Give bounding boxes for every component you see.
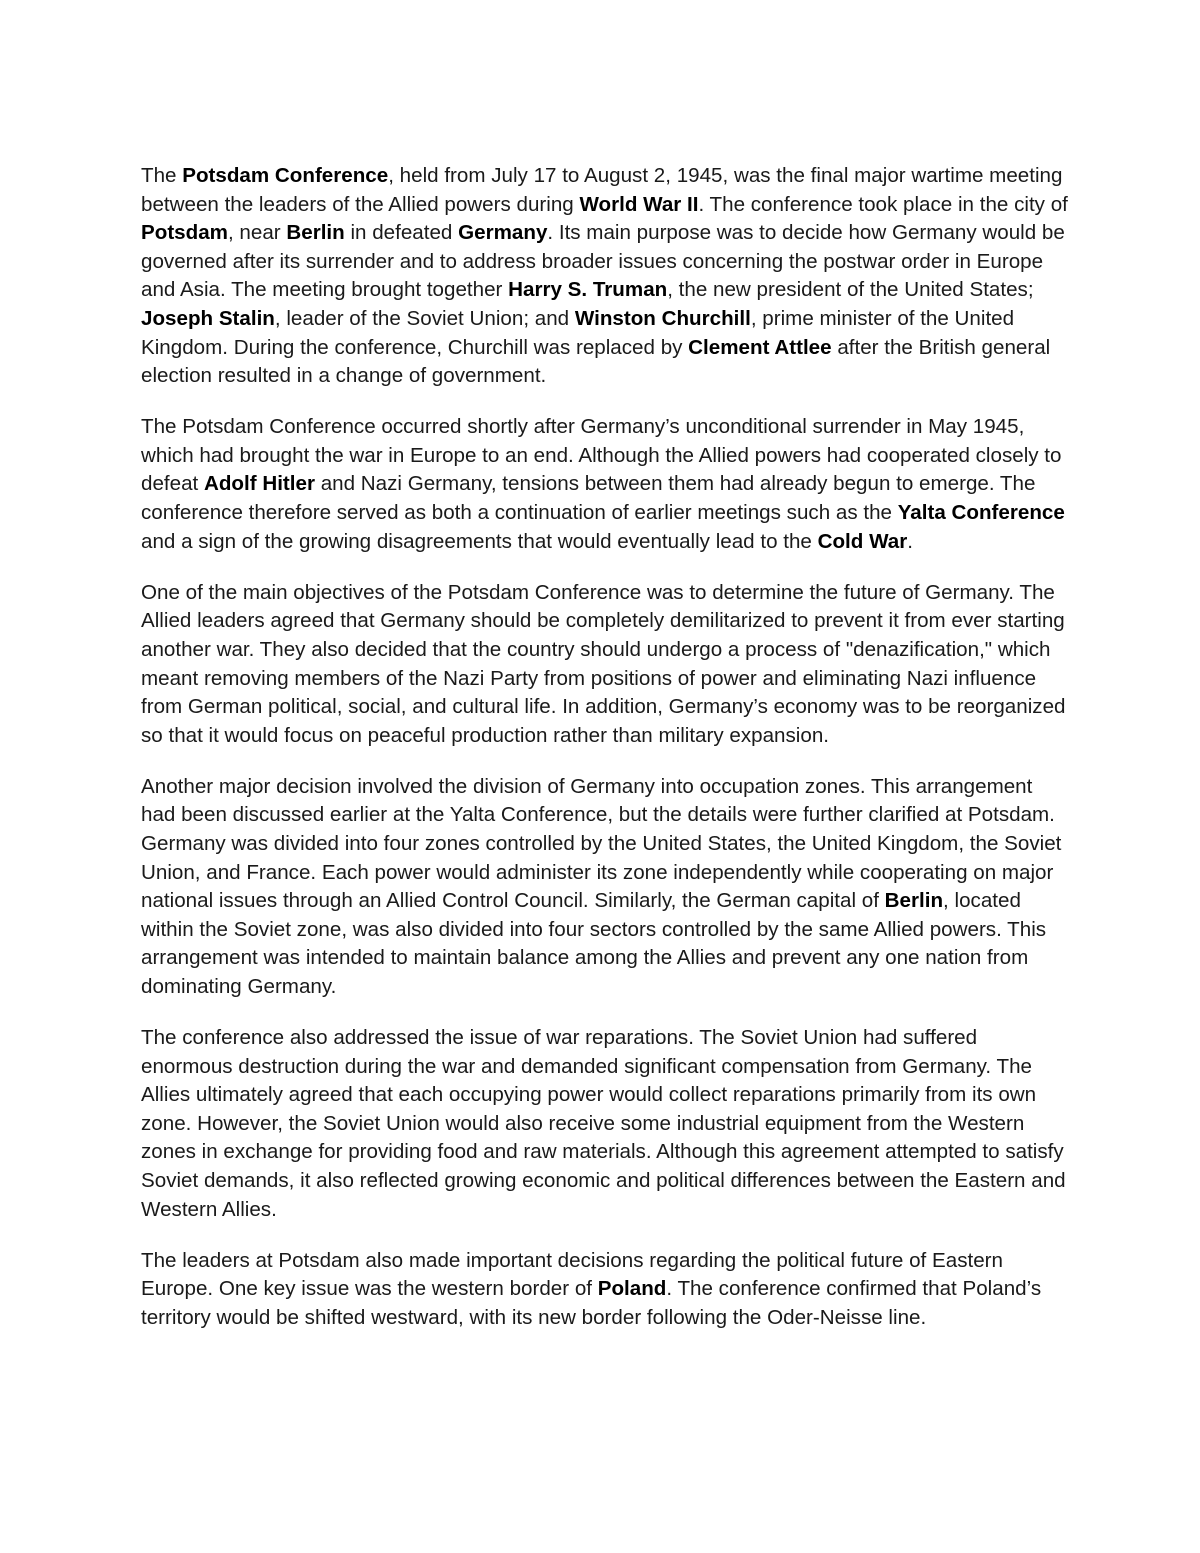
text-run: , prime minister of the United Kingdom. During the conference, Churchill was replaced by — [141, 306, 1015, 359]
text-run: . The conference took place in the city of — [698, 192, 1068, 216]
bold-term: Poland — [597, 1277, 667, 1301]
bold-term: Yalta Conference — [897, 501, 1065, 525]
bold-term: Cold War — [817, 529, 908, 553]
bold-term: Berlin — [884, 889, 944, 913]
text-run: , held from July 17 to August 2, 1945, was the final major wartime meeting between the leaders of the Allied powers during — [141, 164, 1063, 216]
text-run: , leader of the Soviet Union; and — [274, 306, 575, 330]
bold-term: Winston Churchill — [574, 306, 751, 330]
text-run: and Nazi Germany, tensions between them had already begun to emerge. The conference therefore served as both a continuation of earlier meetings such as the — [141, 472, 1036, 525]
paragraph-3 — [141, 579, 1071, 751]
text-run: Another major decision involved the division of Germany into occupation zones. This arrangement had been discussed earlier at the Yalta Conference, but the details were further clarified at Potsdam. Germany was divided into four zones controlled by the United States, the United Kingdom, the Soviet Union, and France. Each power would administer its zone independently while cooperating on major national issues through an Allied Control Council. Similarly, the German capital of — [141, 774, 1062, 913]
paragraph-2 — [141, 413, 1071, 556]
bold-term: World War II — [579, 192, 699, 216]
text-run: and a sign of the growing disagreements that would eventually lead to the — [141, 529, 818, 553]
bold-term: Berlin — [286, 221, 345, 245]
bold-term: Adolf Hitler — [203, 472, 315, 496]
bold-term: Potsdam — [141, 221, 228, 245]
text-run: The Potsdam Conference occurred shortly after Germany’s unconditional surrender in May 1945, which had brought the war in Europe to an end. Although the Allied powers had cooperated closely to defeat — [141, 415, 1062, 496]
paragraph-4 — [141, 773, 1071, 1002]
text-run: , the new president of the United States; — [667, 278, 1034, 302]
text-run: The conference also addressed the issue of war reparations. The Soviet Union had suffered enormous destruction during the war and demanded significant compensation from Germany. The Allies ultimately agreed that each occupying power would collect reparations primarily from its own zone. However, the Soviet Union would also receive some industrial equipment from the Western zones in exchange for providing food and raw materials. Although this agreement attempted to satisfy Soviet demands, it also reflected growing economic and political differences between the Eastern and Western Allies. — [141, 1026, 1066, 1221]
paragraph-5 — [141, 1024, 1071, 1224]
bold-term: Harry S. Truman — [508, 278, 668, 302]
text-run: , located within the Soviet zone, was also divided into four sectors controlled by the same Allied powers. This arrangement was intended to maintain balance among the Allies and prevent any one nation from dominating Germany. — [141, 889, 1047, 998]
paragraph-1 — [141, 162, 1071, 391]
text-run: . — [907, 529, 913, 553]
bold-term: Potsdam Conference — [182, 164, 389, 187]
text-run: after the British general election resulted in a change of government. — [141, 335, 1051, 388]
bold-term: Germany — [458, 221, 548, 245]
text-run: . The conference confirmed that Poland’s territory would be shifted westward, with its new border following the Oder-Neisse line. — [141, 1277, 1042, 1329]
text-run: One of the main objectives of the Potsdam Conference was to determine the future of Germany. The Allied leaders agreed that Germany should be completely demilitarized to prevent it from ever starting another war. They also decided that the country should undergo a process of "denazification," which meant removing members of the Nazi Party from positions of power and eliminating Nazi influence from German political, social, and cultural life. In addition, Germany’s economy was to be reorganized so that it would focus on peaceful production rather than military expansion. — [141, 580, 1066, 747]
bold-term: Clement Attlee — [688, 335, 832, 359]
text-run: in defeated — [344, 221, 459, 245]
text-run: The — [141, 164, 183, 187]
document-body — [141, 162, 1071, 1355]
bold-term: Joseph Stalin — [141, 306, 275, 330]
paragraph-6 — [141, 1247, 1071, 1333]
text-run: . Its main purpose was to decide how Germany would be governed after its surrender and to address broader issues concerning the postwar order in Europe and Asia. The meeting brought together — [141, 221, 1065, 302]
text-run: , near — [227, 221, 287, 245]
text-run: The leaders at Potsdam also made important decisions regarding the political future of Eastern Europe. One key issue was the western border of — [141, 1248, 1003, 1301]
